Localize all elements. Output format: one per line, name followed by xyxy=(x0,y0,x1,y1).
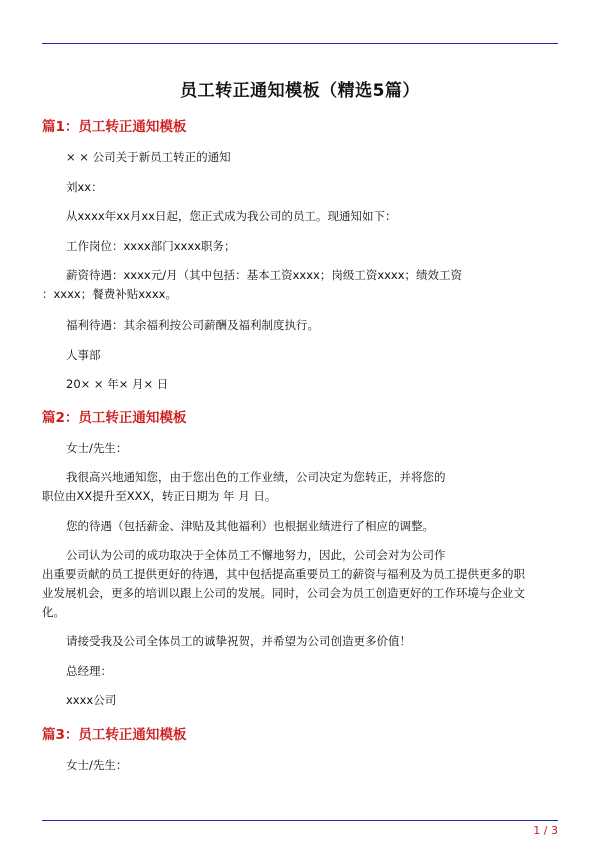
paragraph-line: xxxx公司 xyxy=(66,693,117,707)
paragraph-line: 薪资待遇：xxxx元/月（其中包括：基本工资xxxx；岗级工资xxxx；绩效工资 xyxy=(66,268,463,282)
paragraph xyxy=(42,517,558,536)
paragraph xyxy=(42,178,558,197)
paragraph-line: 从xxxx年xx月xx日起，您正式成为我公司的员工。现通知如下： xyxy=(66,209,397,223)
paragraph xyxy=(42,439,558,458)
paragraph xyxy=(42,546,558,622)
paragraph-line: 化。 xyxy=(42,605,65,619)
paragraph-line: 您的待遇（包括薪金、津贴及其他福利）也根据业绩进行了相应的调整。 xyxy=(66,519,434,533)
paragraph-line: 工作岗位：xxxx部门xxxx职务； xyxy=(66,239,236,253)
paragraph-line: 我很高兴地通知您，由于您出色的工作业绩，公司决定为您转正，并将您的 xyxy=(66,470,446,484)
document-title: 员工转正通知模板（精选5篇） xyxy=(180,81,420,101)
paragraph xyxy=(42,632,558,651)
paragraph xyxy=(42,375,558,394)
paragraph-line: 人事部 xyxy=(66,348,101,362)
paragraph-line: 福利待遇：其余福利按公司薪酬及福利制度执行。 xyxy=(66,318,319,332)
paragraph-line: 刘xx： xyxy=(66,180,103,194)
paragraph xyxy=(42,691,558,710)
paragraph xyxy=(42,237,558,256)
paragraph-line: 请接受我及公司全体员工的诚挚祝贺，并希望为公司创造更多价值！ xyxy=(66,634,411,648)
paragraph xyxy=(42,662,558,681)
bottom-rule xyxy=(42,820,558,821)
paragraph xyxy=(42,266,558,304)
page-number: 1 / 3 xyxy=(533,824,558,837)
section-heading-3: 篇3：员工转正通知模板 xyxy=(42,727,187,743)
paragraph xyxy=(42,148,558,167)
paragraph xyxy=(42,346,558,365)
paragraph-line: × × 公司关于新员工转正的通知 xyxy=(66,150,231,164)
paragraph-line: 业发展机会，更多的培训以跟上公司的发展。同时，公司会为员工创造更好的工作环境与企业文 xyxy=(42,586,525,600)
paragraph-line: 女士/先生： xyxy=(66,441,128,455)
paragraph-line: 出重要贡献的员工提供更好的待遇，其中包括提高重要员工的薪资与福利及为员工提供更多的职 xyxy=(42,567,525,581)
paragraph-line: 总经理： xyxy=(66,664,112,678)
paragraph xyxy=(42,316,558,335)
paragraph-line: 女士/先生： xyxy=(66,758,128,772)
section-heading-2: 篇2：员工转正通知模板 xyxy=(42,410,187,426)
section-heading-1: 篇1：员工转正通知模板 xyxy=(42,119,187,135)
paragraph xyxy=(42,207,558,226)
paragraph xyxy=(42,756,558,775)
paragraph-line: 20× × 年× 月× 日 xyxy=(66,377,169,391)
paragraph xyxy=(42,468,558,506)
paragraph-line: 职位由XX提升至XXX，转正日期为 年 月 日。 xyxy=(42,489,277,503)
paragraph-line: ：xxxx；餐费补贴xxxx。 xyxy=(42,287,177,301)
paragraph-line: 公司认为公司的成功取决于全体员工不懈地努力，因此，公司会对为公司作 xyxy=(66,548,446,562)
top-rule xyxy=(42,43,558,44)
